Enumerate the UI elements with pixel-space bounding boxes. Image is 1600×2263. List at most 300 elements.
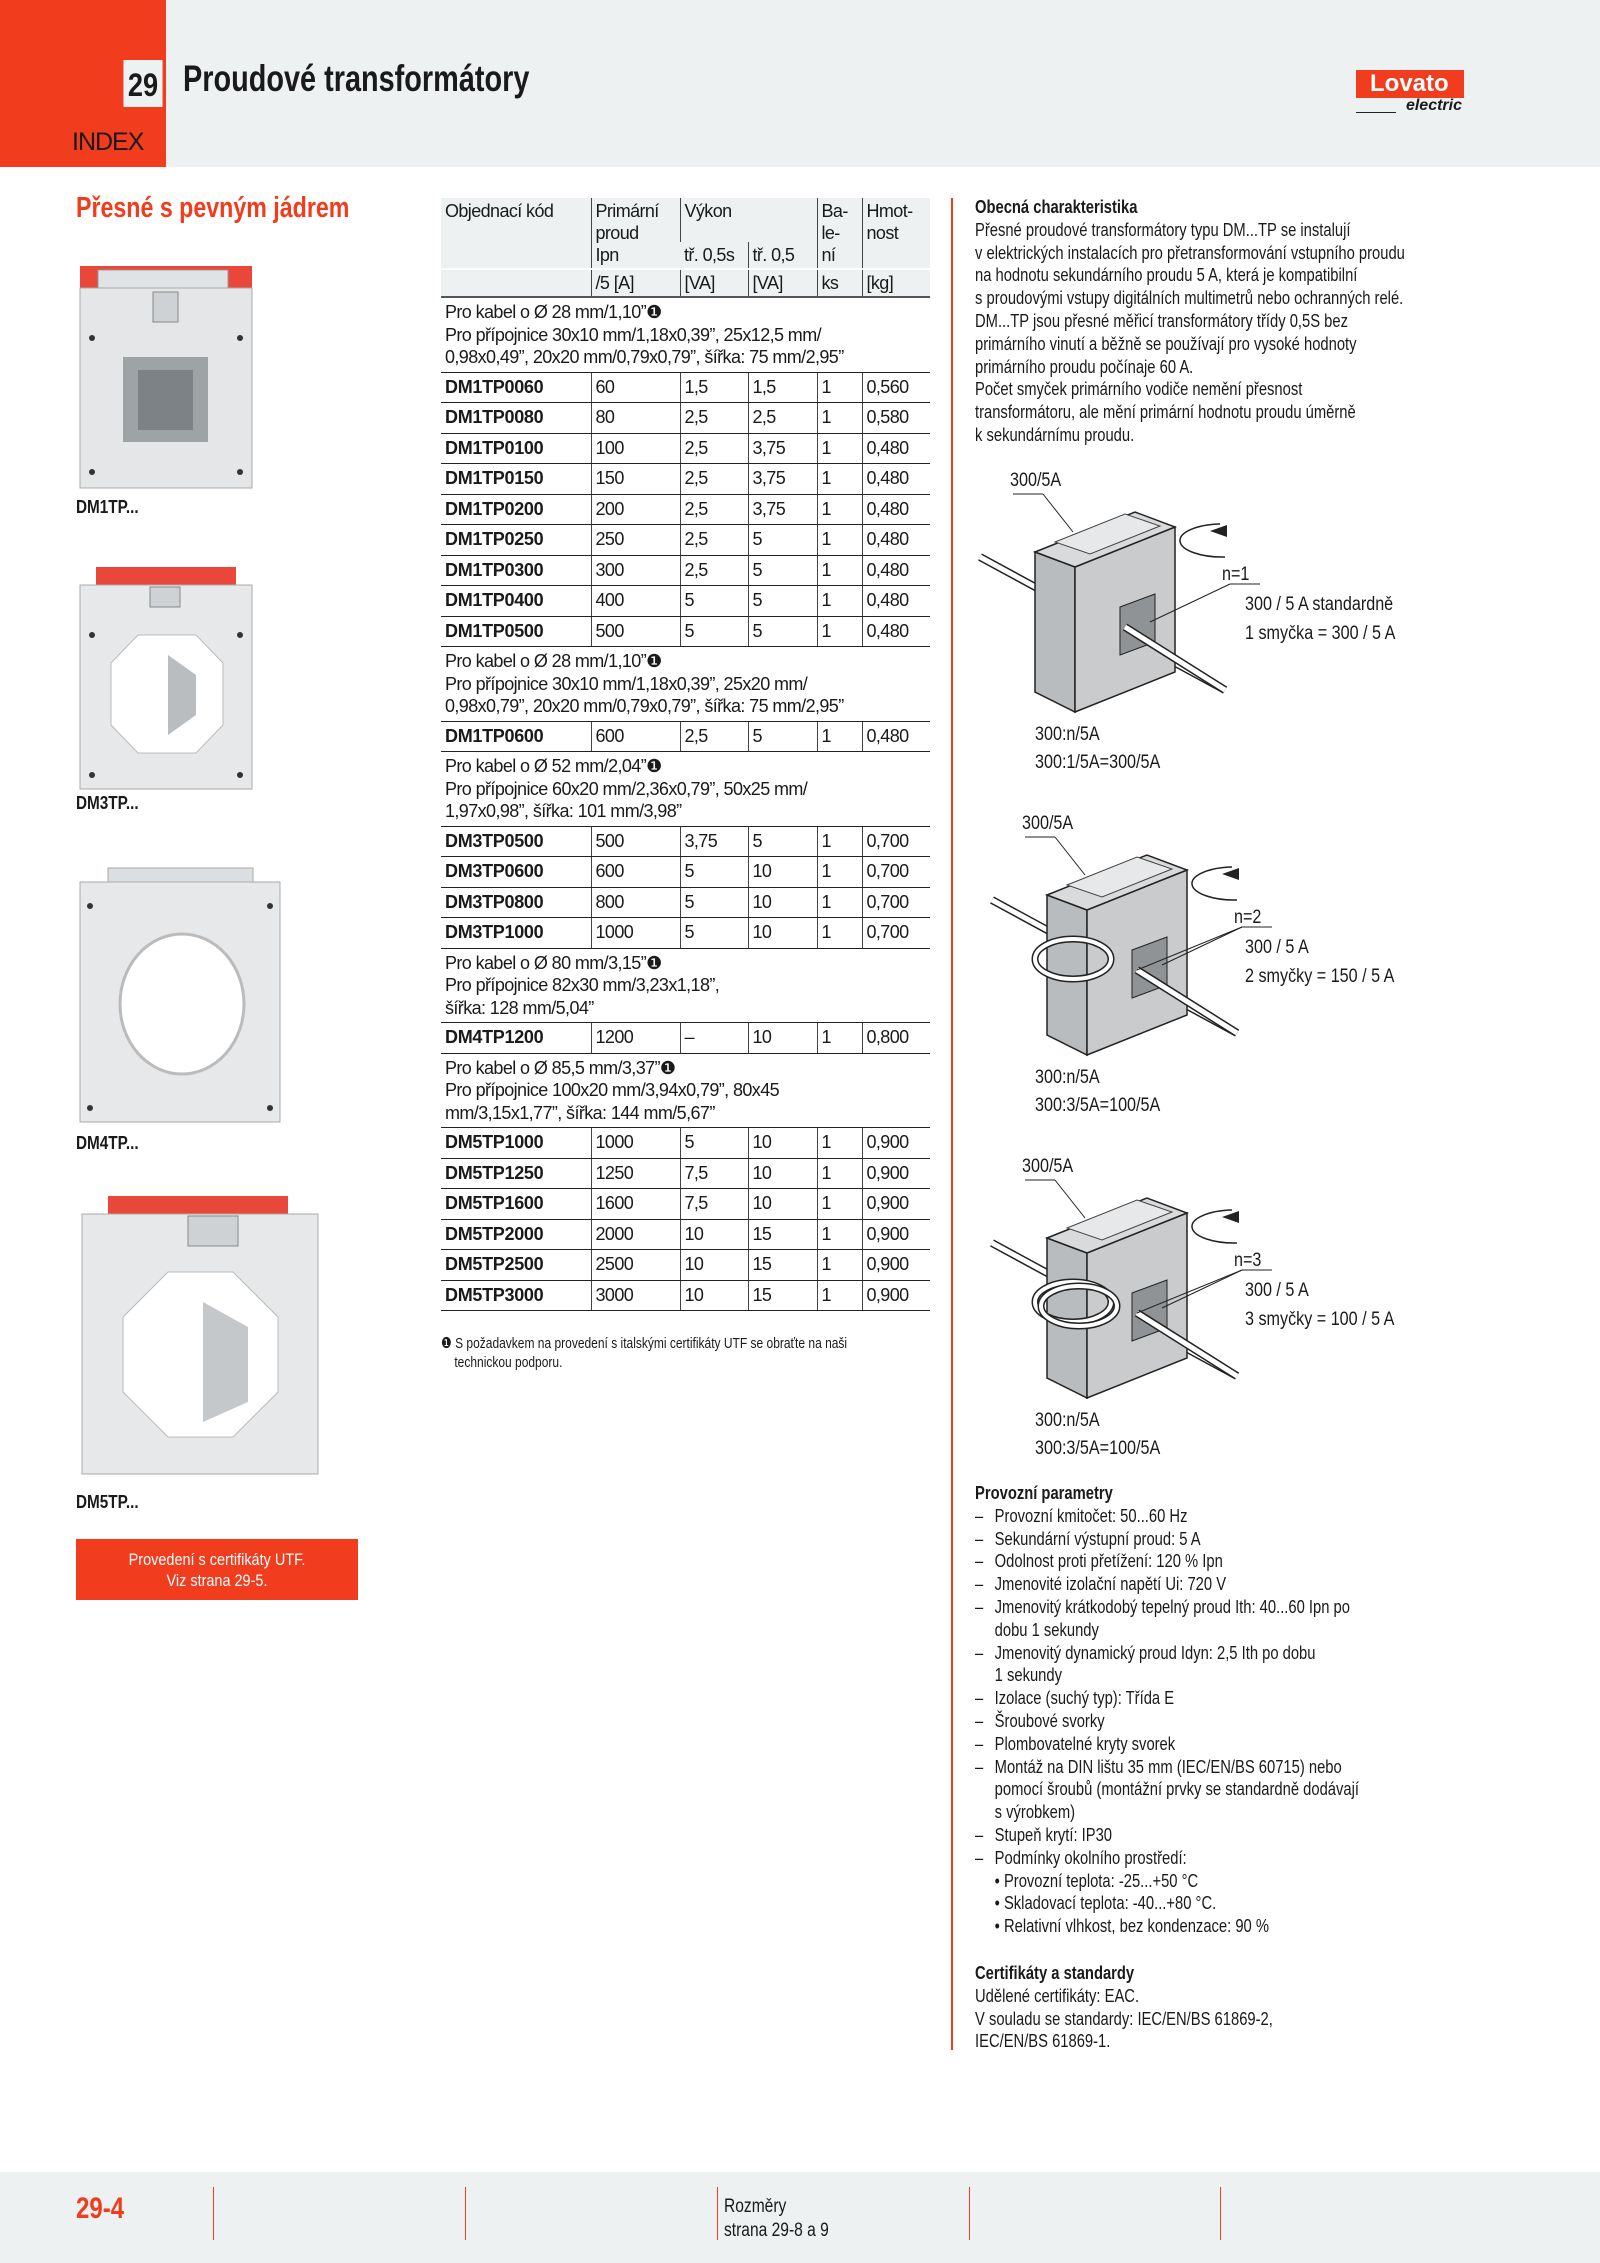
param-item-line — [975, 1733, 1467, 1756]
text-line: na hodnotu sekundárního proudu 5 A, která je kompatibilní — [975, 265, 1358, 286]
logo-sub: electric — [1405, 97, 1462, 114]
dash-bullet: – — [975, 1574, 984, 1595]
cell: 3,75 — [748, 494, 817, 525]
text-line: primárního vinutí a běžně se používají pro vysoké hodnoty — [975, 333, 1357, 354]
cell: 0,480 — [862, 464, 930, 495]
text-line: v elektrických instalacích pro přetransformování vstupního proudu — [975, 242, 1405, 263]
order-code: DM1TP0600 — [441, 721, 591, 752]
param-item-line — [975, 1664, 1467, 1687]
dash-bullet: – — [975, 1710, 984, 1731]
cell: 0,800 — [862, 1023, 930, 1054]
table-row[interactable] — [441, 1128, 930, 1159]
param-text: Montáž na DIN lištu 35 mm (IEC/EN/BS 60715) nebo — [994, 1756, 1342, 1777]
footnote-line: ❶ S požadavkem na provedení s italskými certifikáty UTF se obraťte na naši — [441, 1335, 848, 1352]
group-description — [441, 647, 930, 722]
dash-bullet: – — [975, 1756, 984, 1777]
cell: 2,5 — [680, 403, 748, 434]
cell: 1 — [817, 464, 862, 495]
cell: 0,900 — [862, 1158, 930, 1189]
param-item-line — [975, 1642, 1467, 1665]
param-item-line — [975, 1824, 1467, 1847]
group-description-line: 0,98x0,49”, 20x20 mm/0,79x0,79”, šířka: 75 mm/2,95” — [445, 347, 844, 367]
group-header-row — [441, 752, 930, 827]
general-characteristics — [975, 196, 1467, 447]
product-image-dm3tp — [78, 565, 258, 793]
ratio-description: 2 smyčky = 150 / 5 A — [1245, 966, 1395, 987]
group-description-line: Pro kabel o Ø 85,5 mm/3,37”❶ — [445, 1057, 676, 1078]
ratio-description: 3 smyčky = 100 / 5 A — [1245, 1309, 1395, 1330]
group-description-line: Pro kabel o Ø 52 mm/2,04”❶ — [445, 756, 662, 776]
dash-bullet: – — [975, 1596, 984, 1617]
param-item-line — [975, 1687, 1467, 1710]
col-header-code: Objednací kód — [441, 198, 591, 269]
cell: 0,480 — [862, 586, 930, 617]
param-text: Podmínky okolního prostředí: — [994, 1847, 1187, 1868]
footnote-line: technickou podporu. — [441, 1354, 563, 1371]
group-description-line: Pro kabel o Ø 80 mm/3,15”❶ — [445, 952, 662, 973]
unit-cell: [kg] — [862, 269, 930, 297]
cell: 15 — [748, 1250, 817, 1281]
cell: 3,75 — [680, 826, 748, 857]
cell: 15 — [748, 1280, 817, 1311]
dash-bullet: – — [975, 1733, 984, 1754]
order-code: DM1TP0250 — [441, 525, 591, 556]
text-line: s proudovými vstupy digitálních multimetrů nebo ochranných relé. — [975, 288, 1404, 309]
cell: 10 — [680, 1250, 748, 1281]
group-description-line: 0,98x0,79”, 20x20 mm/0,79x0,79”, šířka: 75 mm/2,95” — [445, 696, 844, 716]
table-row[interactable] — [441, 555, 930, 586]
table-row[interactable] — [441, 586, 930, 617]
param-item-line — [975, 1528, 1467, 1551]
cell: 10 — [748, 1158, 817, 1189]
cell: 1600 — [591, 1189, 680, 1220]
param-text: s výrobkem) — [994, 1802, 1076, 1823]
cell: 5 — [680, 918, 748, 949]
param-item-line — [975, 1710, 1467, 1733]
text-line: DM...TP jsou přesné měřicí transformátory třídy 0,5S bez — [975, 310, 1348, 331]
section-title: Obecná charakteristika — [975, 197, 1138, 217]
product-label: DM5TP... — [76, 1492, 139, 1512]
table-row[interactable] — [441, 887, 930, 918]
param-text: Stupeň krytí: IP30 — [994, 1824, 1113, 1845]
cell: 5 — [748, 525, 817, 556]
ratio-description: 1 smyčka = 300 / 5 A — [1245, 623, 1396, 644]
param-item-line — [975, 1756, 1467, 1779]
unit-cell — [441, 269, 591, 297]
cell: 0,700 — [862, 857, 930, 888]
product-label: DM4TP... — [76, 1133, 139, 1153]
cell: 15 — [748, 1219, 817, 1250]
cell: 10 — [748, 1023, 817, 1054]
cell: 3,75 — [748, 464, 817, 495]
section-number: 29 — [123, 60, 162, 107]
footer-divider — [717, 2187, 718, 2240]
utf-note-line: Viz strana 29-5. — [166, 1571, 268, 1590]
cell: 0,900 — [862, 1250, 930, 1281]
cell: 5 — [680, 1128, 748, 1159]
table-row[interactable] — [441, 1250, 930, 1281]
param-item-line — [975, 1778, 1467, 1801]
param-text: Jmenovitý dynamický proud Idyn: 2,5 Ith po dobu — [994, 1642, 1316, 1663]
table-row[interactable] — [441, 1280, 930, 1311]
cell: 1250 — [591, 1158, 680, 1189]
cell: 0,480 — [862, 616, 930, 647]
cell: 3000 — [591, 1280, 680, 1311]
param-text: Sekundární výstupní proud: 5 A — [994, 1528, 1201, 1549]
group-header-row — [441, 647, 930, 722]
cell: 1,5 — [680, 372, 748, 403]
group-description-line: Pro přípojnice 60x20 mm/2,36x0,79”, 50x25 mm/ — [445, 778, 808, 799]
param-text: pomocí šroubů (montážní prvky se standardně dodávají — [994, 1779, 1359, 1800]
table-row[interactable] — [441, 525, 930, 556]
cell: 60 — [591, 372, 680, 403]
cell: 1 — [817, 494, 862, 525]
cell: 500 — [591, 616, 680, 647]
footer-divider — [1220, 2187, 1221, 2240]
param-item-line — [975, 1550, 1467, 1573]
cell: 10 — [680, 1219, 748, 1250]
product-image-dm5tp — [78, 1192, 322, 1478]
page-number: 29-4 — [76, 2192, 125, 2225]
cell: 10 — [680, 1280, 748, 1311]
order-code: DM1TP0200 — [441, 494, 591, 525]
param-item-line — [975, 1847, 1467, 1870]
param-text: dobu 1 sekundy — [994, 1619, 1099, 1640]
table-row[interactable] — [441, 403, 930, 434]
column-divider — [951, 198, 953, 2050]
order-code: DM5TP3000 — [441, 1280, 591, 1311]
col-header-pack: Ba- le- ní — [817, 198, 862, 269]
cell: 5 — [748, 721, 817, 752]
col-header-class-05: tř. 0,5 — [748, 242, 817, 269]
dash-bullet: – — [975, 1551, 984, 1572]
footer-divider — [213, 2187, 214, 2240]
ratio-formula: 300:1/5A=300/5A — [1035, 752, 1161, 773]
footer-divider — [969, 2187, 970, 2240]
cell: 1 — [817, 525, 862, 556]
cell: 10 — [748, 887, 817, 918]
text-line: Počet smyček primárního vodiče nemění přesnost — [975, 379, 1303, 400]
param-sub-item: • Skladovací teplota: -40...+80 °C. — [994, 1893, 1217, 1914]
footnote — [441, 1334, 921, 1372]
order-code: DM1TP0500 — [441, 616, 591, 647]
cell: 200 — [591, 494, 680, 525]
table-row[interactable] — [441, 1219, 930, 1250]
ratio-description: 300 / 5 A — [1245, 1280, 1309, 1301]
logo-brand: Lovato — [1356, 70, 1464, 98]
cell: 10 — [748, 918, 817, 949]
operating-parameters — [975, 1482, 1467, 1938]
cell: 1 — [817, 1189, 862, 1220]
ratio-formula: 300:n/5A — [1035, 1067, 1100, 1088]
product-label: DM1TP... — [76, 497, 139, 517]
section-title: Certifikáty a standardy — [975, 1963, 1135, 1983]
group-description-line: mm/3,15x1,77”, šířka: 144 mm/5,67” — [445, 1102, 715, 1123]
cell: 1 — [817, 555, 862, 586]
cell: 10 — [748, 1128, 817, 1159]
param-text: Provozní kmitočet: 50...60 Hz — [994, 1505, 1188, 1526]
cell: 0,900 — [862, 1128, 930, 1159]
table-row[interactable] — [441, 1158, 930, 1189]
turns-label: n=1 — [1222, 564, 1250, 585]
cell: 2,5 — [680, 464, 748, 495]
index-link[interactable]: INDEX — [72, 128, 144, 156]
cell: 0,700 — [862, 918, 930, 949]
cell: 10 — [748, 857, 817, 888]
cell: 2,5 — [680, 555, 748, 586]
certificates-standards — [975, 1962, 1467, 2053]
col-header-weight: Hmot- nost — [862, 198, 930, 269]
table-row[interactable] — [441, 721, 930, 752]
param-text: Šroubové svorky — [994, 1710, 1105, 1731]
dash-bullet: – — [975, 1642, 984, 1663]
cell: 2,5 — [748, 403, 817, 434]
section-heading: Přesné s pevným jádrem — [76, 192, 350, 224]
section-title: Provozní parametry — [975, 1483, 1113, 1503]
unit-cell: /5 [A] — [591, 269, 680, 297]
group-header-row — [441, 1053, 930, 1128]
order-code: DM3TP0800 — [441, 887, 591, 918]
group-description-line: Pro kabel o Ø 28 mm/1,10”❶ — [445, 302, 662, 322]
order-code: DM1TP0400 — [441, 586, 591, 617]
group-description — [441, 1053, 930, 1128]
cell: 2,5 — [680, 433, 748, 464]
cell: 80 — [591, 403, 680, 434]
cell: 0,480 — [862, 555, 930, 586]
loop-diagram — [975, 1148, 1475, 1478]
cell: 5 — [748, 826, 817, 857]
param-text: Jmenovitý krátkodobý tepelný proud Ith: 40...60 Ipn po — [994, 1596, 1350, 1617]
ratio-formula: 300:3/5A=100/5A — [1035, 1438, 1161, 1459]
footer-divider — [465, 2187, 466, 2240]
ratio-formula: 300:n/5A — [1035, 1410, 1100, 1431]
cell: 3,75 — [748, 433, 817, 464]
param-text: Plombovatelné kryty svorek — [994, 1733, 1176, 1754]
rating-label: 300/5A — [1022, 1156, 1074, 1177]
cell: 0,560 — [862, 372, 930, 403]
cell: 1 — [817, 1128, 862, 1159]
cell: 1 — [817, 1280, 862, 1311]
cell: 5 — [748, 586, 817, 617]
cell: 5 — [748, 555, 817, 586]
logo-line — [1356, 112, 1396, 113]
product-image-dm4tp — [78, 866, 283, 1128]
text-line: k sekundárnímu proudu. — [975, 424, 1135, 445]
cell: 2500 — [591, 1250, 680, 1281]
cell: 1 — [817, 1023, 862, 1054]
table-row[interactable] — [441, 372, 930, 403]
group-description-line: Pro přípojnice 30x10 mm/1,18x0,39”, 25x12,5 mm/ — [445, 324, 822, 345]
param-item-line — [975, 1801, 1467, 1824]
dash-bullet: – — [975, 1688, 984, 1709]
cell: – — [680, 1023, 748, 1054]
page-title: Proudové transformátory — [183, 58, 530, 99]
text-line: V souladu se standardy: IEC/EN/BS 61869-2, — [975, 2008, 1273, 2029]
cell: 1 — [817, 1219, 862, 1250]
order-code: DM5TP1600 — [441, 1189, 591, 1220]
cell: 0,580 — [862, 403, 930, 434]
cell: 1 — [817, 433, 862, 464]
text-line: IEC/EN/BS 61869-1. — [975, 2031, 1111, 2052]
cell: 1 — [817, 616, 862, 647]
col-header-power: Výkon — [680, 198, 817, 242]
footer-ref-line: strana 29-8 a 9 — [724, 2220, 829, 2241]
text-line: Udělené certifikáty: EAC. — [975, 1985, 1140, 2006]
table-row[interactable] — [441, 826, 930, 857]
param-sub-item: • Relativní vlhkost, bez kondenzace: 90 % — [994, 1916, 1269, 1937]
group-description-line: Pro kabel o Ø 28 mm/1,10”❶ — [445, 651, 662, 671]
col-header-class-05s: tř. 0,5s — [680, 242, 748, 269]
dash-bullet: – — [975, 1505, 984, 1526]
unit-cell: [VA] — [680, 269, 748, 297]
param-text: Izolace (suchý typ): Třída E — [994, 1688, 1175, 1709]
cell: 7,5 — [680, 1158, 748, 1189]
param-text: 1 sekundy — [994, 1665, 1062, 1686]
cell: 250 — [591, 525, 680, 556]
param-item-line — [975, 1573, 1467, 1596]
order-code: DM3TP1000 — [441, 918, 591, 949]
cell: 2000 — [591, 1219, 680, 1250]
dash-bullet: – — [975, 1824, 984, 1845]
cell: 1200 — [591, 1023, 680, 1054]
cell: 1 — [817, 1158, 862, 1189]
cell: 150 — [591, 464, 680, 495]
cell: 0,480 — [862, 721, 930, 752]
param-item-line — [975, 1619, 1467, 1642]
group-description-line: 1,97x0,98”, šířka: 101 mm/3,98” — [445, 801, 682, 821]
table-row[interactable] — [441, 918, 930, 949]
cell: 100 — [591, 433, 680, 464]
cell: 0,700 — [862, 826, 930, 857]
param-text: Odolnost proti přetížení: 120 % Ipn — [994, 1551, 1223, 1572]
group-description-line: Pro přípojnice 82x30 mm/3,23x1,18”, — [445, 975, 720, 995]
cell: 7,5 — [680, 1189, 748, 1220]
cell: 600 — [591, 721, 680, 752]
cell: 0,480 — [862, 525, 930, 556]
product-label: DM3TP... — [76, 793, 139, 813]
cell: 0,900 — [862, 1189, 930, 1220]
cell: 2,5 — [680, 494, 748, 525]
group-header-row — [441, 297, 930, 372]
loop-diagram — [975, 462, 1475, 792]
cell: 1000 — [591, 918, 680, 949]
cell: 300 — [591, 555, 680, 586]
utf-certificate-note[interactable] — [76, 1539, 358, 1600]
lovato-logo — [1356, 70, 1464, 116]
group-description-line: šířka: 128 mm/5,04” — [445, 997, 594, 1018]
cell: 5 — [680, 616, 748, 647]
ratio-description: 300 / 5 A — [1245, 937, 1309, 958]
order-code: DM1TP0100 — [441, 433, 591, 464]
table-row[interactable] — [441, 464, 930, 495]
group-header-row — [441, 948, 930, 1023]
order-code: DM5TP1000 — [441, 1128, 591, 1159]
cell: 2,5 — [680, 525, 748, 556]
utf-note-line: Provedení s certifikáty UTF. — [128, 1550, 306, 1569]
group-description — [441, 948, 930, 1023]
cell: 2,5 — [680, 721, 748, 752]
order-code: DM1TP0080 — [441, 403, 591, 434]
rating-label: 300/5A — [1022, 813, 1074, 834]
group-description-line: Pro přípojnice 100x20 mm/3,94x0,79”, 80x45 — [445, 1080, 780, 1100]
table-row[interactable] — [441, 433, 930, 464]
order-code: DM5TP2500 — [441, 1250, 591, 1281]
table-row[interactable] — [441, 494, 930, 525]
cell: 1 — [817, 403, 862, 434]
order-code: DM1TP0150 — [441, 464, 591, 495]
text-line: primárního proudu počínaje 60 A. — [975, 356, 1194, 377]
cell: 0,900 — [862, 1280, 930, 1311]
turns-label: n=3 — [1234, 1250, 1262, 1271]
group-description-line: Pro přípojnice 30x10 mm/1,18x0,39”, 25x20 mm/ — [445, 673, 808, 694]
loop-diagram — [975, 805, 1475, 1135]
cell: 1000 — [591, 1128, 680, 1159]
cell: 0,900 — [862, 1219, 930, 1250]
ratio-description: 300 / 5 A standardně — [1245, 594, 1394, 615]
param-text: Jmenovité izolační napětí Ui: 720 V — [994, 1574, 1227, 1595]
dimensions-link[interactable] — [724, 2195, 829, 2243]
cell: 800 — [591, 887, 680, 918]
cell: 1 — [817, 372, 862, 403]
group-description — [441, 752, 930, 827]
text-line: transformátoru, ale mění primární hodnotu proudu úměrně — [975, 402, 1356, 423]
cell: 5 — [748, 616, 817, 647]
ratio-formula: 300:3/5A=100/5A — [1035, 1095, 1161, 1116]
cell: 0,700 — [862, 887, 930, 918]
cell: 1 — [817, 586, 862, 617]
cell: 1 — [817, 1250, 862, 1281]
col-header-primary: Primární proud Ipn — [591, 198, 680, 269]
cell: 5 — [680, 586, 748, 617]
cell: 5 — [680, 887, 748, 918]
cell: 1 — [817, 857, 862, 888]
cell: 10 — [748, 1189, 817, 1220]
table-row[interactable] — [441, 857, 930, 888]
cell: 1 — [817, 918, 862, 949]
order-code: DM3TP0500 — [441, 826, 591, 857]
param-sub-item: • Provozní teplota: -25...+50 °C — [994, 1870, 1199, 1891]
text-line: Přesné proudové transformátory typu DM...TP se instalují — [975, 219, 1351, 240]
group-description — [441, 297, 930, 372]
unit-cell: [VA] — [748, 269, 817, 297]
cell: 400 — [591, 586, 680, 617]
cell: 1 — [817, 887, 862, 918]
footer-ref-line: Rozměry — [724, 2196, 787, 2217]
table-row[interactable] — [441, 1189, 930, 1220]
turns-label: n=2 — [1234, 907, 1262, 928]
order-code: DM1TP0060 — [441, 372, 591, 403]
cell: 1,5 — [748, 372, 817, 403]
table-row[interactable] — [441, 1023, 930, 1054]
cell: 5 — [680, 857, 748, 888]
cell: 1 — [817, 826, 862, 857]
ratio-formula: 300:n/5A — [1035, 724, 1100, 745]
cell: 1 — [817, 721, 862, 752]
dash-bullet: – — [975, 1528, 984, 1549]
rating-label: 300/5A — [1010, 470, 1062, 491]
order-code: DM1TP0300 — [441, 555, 591, 586]
order-code: DM3TP0600 — [441, 857, 591, 888]
order-code: DM4TP1200 — [441, 1023, 591, 1054]
dash-bullet: – — [975, 1847, 984, 1868]
product-image-dm1tp — [78, 262, 258, 492]
order-code: DM5TP1250 — [441, 1158, 591, 1189]
cell: 0,480 — [862, 494, 930, 525]
table-row[interactable] — [441, 616, 930, 647]
param-item-line — [975, 1596, 1467, 1619]
cell: 600 — [591, 857, 680, 888]
cell: 0,480 — [862, 433, 930, 464]
